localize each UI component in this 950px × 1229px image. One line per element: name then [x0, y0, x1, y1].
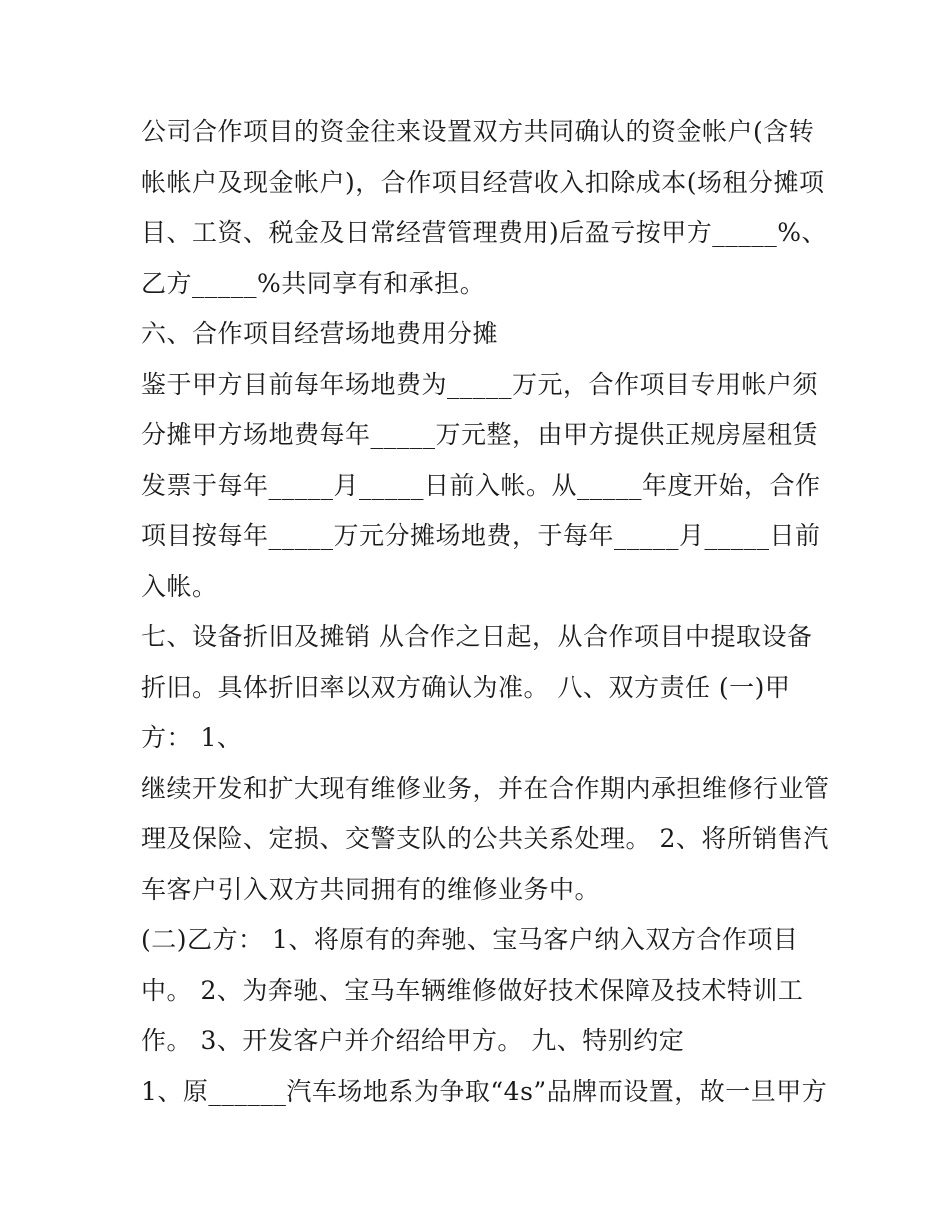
text-line: 折旧。具体折旧率以双方确认为准。 八、双方责任 (一)甲: [141, 672, 791, 702]
text-line: 项目按每年_____万元分摊场地费，于每年_____月_____日前: [141, 521, 821, 550]
section-heading-7: 七、设备折旧及摊销 从合作之日起，从合作项目中提取设备: [141, 622, 813, 651]
text-line: 帐帐户及现金帐户)，合作项目经营收入扣除成本(场租分摊项: [141, 167, 825, 197]
text-line: 继续开发和扩大现有维修业务，并在合作期内承担维修行业管: [141, 773, 830, 803]
text-line: 公司合作项目的资金往来设置双方共同确认的资金帐户(含转: [141, 117, 815, 146]
document-body: [141, 107, 831, 1117]
text-line: 车客户引入双方共同拥有的维修业务中。: [141, 874, 601, 904]
text-line: (二)乙方： 1、将原有的奔驰、宝马客户纳入双方合作项目: [141, 925, 799, 954]
text-line: 鉴于甲方目前每年场地费为_____万元，合作项目专用帐户须: [141, 369, 819, 399]
text-line: 1、原______汽车场地系为争取“4s”品牌而设置，故一旦甲方: [141, 1076, 828, 1106]
text-line: 发票于每年_____月_____日前入帐。从_____年度开始，合作: [141, 470, 821, 500]
text-line: 理及保险、定损、交警支队的公共关系处理。 2、将所销售汽: [141, 824, 829, 853]
text-line: 入帐。: [141, 571, 218, 601]
text-line: 中。 2、为奔驰、宝马车辆维修做好技术保障及技术特训工: [141, 975, 804, 1005]
text-line: 乙方_____%共同享有和承担。: [141, 268, 486, 298]
section-heading-6: 六、合作项目经营场地费用分摊: [141, 319, 499, 348]
text-line: 作。 3、开发客户并介绍给甲方。 九、特别约定: [141, 1026, 685, 1055]
text-line: 方： 1、: [141, 723, 243, 752]
text-line: 目、工资、税金及日常经营管理费用)后盈亏按甲方_____%、: [141, 218, 828, 247]
text-line: 分摊甲方场地费每年_____万元整，由甲方提供正规房屋租赁: [141, 420, 819, 449]
